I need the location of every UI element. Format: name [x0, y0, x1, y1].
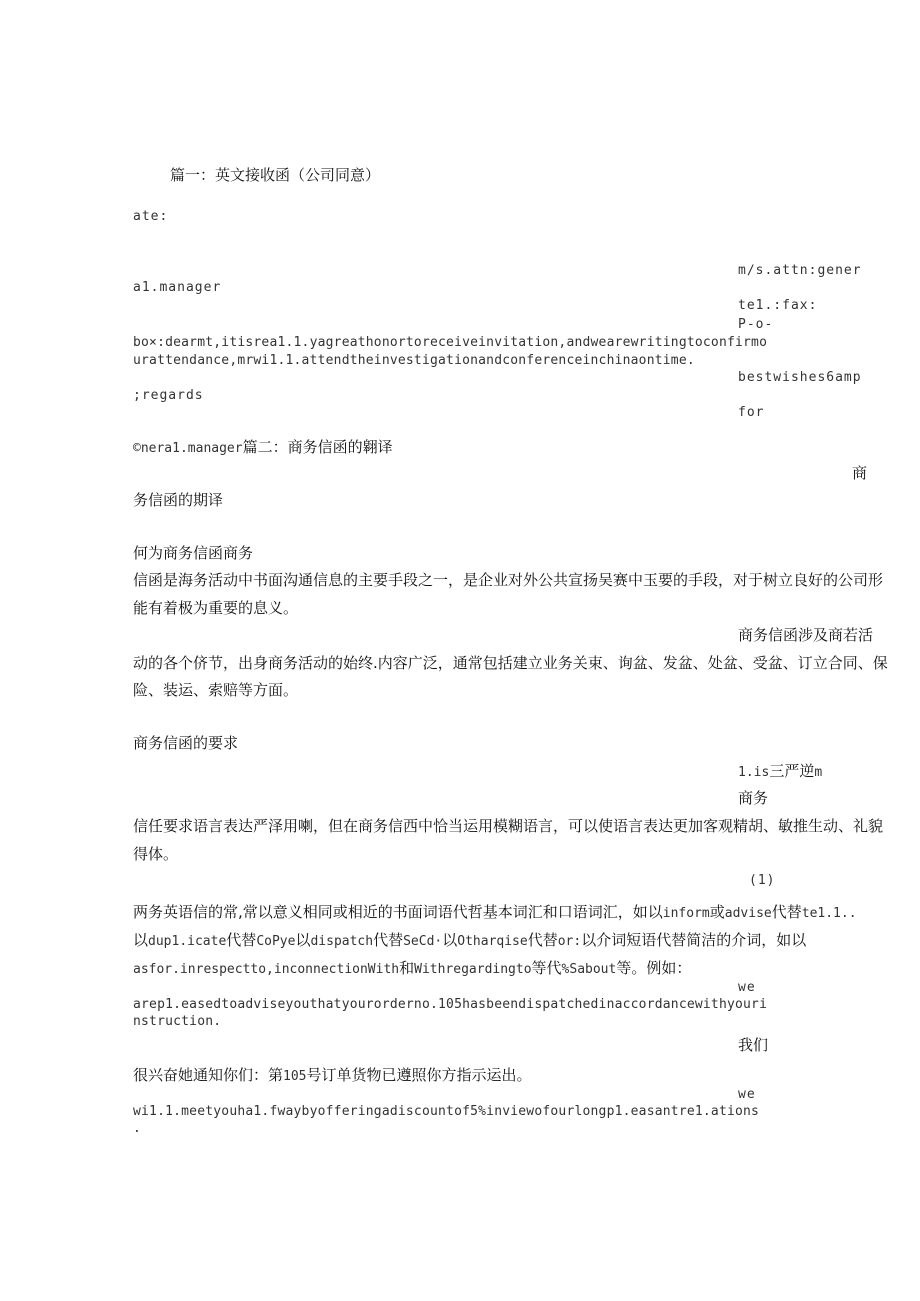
manager-line: a1.manager [133, 280, 222, 295]
translation-line: 我们 [738, 1036, 769, 1054]
paragraph-line-mixed: 以dup1.icate代替CoPye以dispatch代替SeCd·以Otharqise代替or:以介词短语代替简洁的介词，如以 [133, 931, 807, 949]
article-title: 务信函的期译 [133, 491, 224, 509]
section-heading-1: 篇一：英文接收函（公司同意） [170, 166, 381, 184]
paragraph-line: 信任要求语言表达严泽用喇，但在商务信西中恰当运用模糊语言，可以使语言表达更加客观精胡、敏推生动、礼貌 [133, 817, 884, 835]
attn-line: m∕s.attn:gener [738, 263, 862, 278]
section-heading-2-line [133, 440, 393, 455]
paragraph-line: 能有着极为重要的息义。 [133, 599, 299, 617]
example-sentence-1-line-1: arep1.easedtoadviseyouthatyourorderno.105hasbeendispatchedinaccordancewithyouri [133, 997, 768, 1012]
date-line: ate: [133, 209, 169, 224]
example-sentence-2-line-1: wi1.1.meetyouha1.fwaybyofferingadiscountof5%inviewofourlongp1.easantre1.ations [133, 1104, 760, 1119]
item-number: (1) [749, 873, 776, 888]
subheading-requirements: 商务信函的要求 [133, 734, 239, 752]
paragraph-line: 险、装运、索赔等方面。 [133, 681, 299, 699]
paragraph-line: 动的各个侪节，出身商务活动的始终.内容广泛，通常包括建立业务关束、询盆、发盆、处盆、受盆、订立合同、保 [133, 654, 888, 672]
paragraph-line: 得体。 [133, 845, 179, 863]
po-line: P-o- [738, 317, 774, 332]
paragraph-line: 商务信函涉及商若活 [738, 626, 874, 644]
paragraph-line: 信函是海务活动中书面沟通信息的主要手段之一，是企业对外公共宣扬吴赛中玉要的手段，对于树立良好的公司形 [133, 571, 884, 589]
for-line: for [738, 405, 765, 420]
letter-body-line-2: urattendance,mrwi1.1.attendtheinvestigationandconferenceinchinaontime. [133, 353, 695, 368]
paragraph-line: 商务 [738, 789, 769, 807]
best-wishes-line: bestwishes6amp [738, 370, 862, 385]
regards-line: ;regards [133, 388, 204, 403]
section-heading-2: 篇二：商务信函的翱译 [242, 438, 393, 456]
example-sentence-2-line-2: . [133, 1121, 142, 1136]
general-manager-text: ©nera1.manager [133, 441, 243, 456]
paragraph-line-mixed: asfor.inrespectto,inconnectionWith和Withregardingto等代%Sabout等。例如： [133, 959, 692, 977]
example-we: we [738, 980, 756, 995]
example-we: we [738, 1087, 756, 1102]
text-line: 商 [852, 464, 868, 482]
translation-line: 很兴奋她通知你们：第105号订单货物已遵照你方指示运出。 [133, 1066, 532, 1084]
example-sentence-1-line-2: nstruction. [133, 1014, 222, 1029]
numbered-heading: 1.is三严逆m [738, 762, 823, 780]
subheading-what-is: 何为商务信函商务 [133, 544, 254, 562]
tel-fax-line: te1.:fax: [738, 298, 818, 313]
letter-body-line-1: bo×:dearmt,itisrea1.1.yagreathonortoreceiveinvitation,andwearewritingtoconfirmo [133, 335, 768, 350]
paragraph-line-mixed: 两务英语信的常,常以意义相同或相近的书面词语代哲基本词汇和口语词汇，如以inform或advise代替te1.1.. [133, 903, 857, 921]
